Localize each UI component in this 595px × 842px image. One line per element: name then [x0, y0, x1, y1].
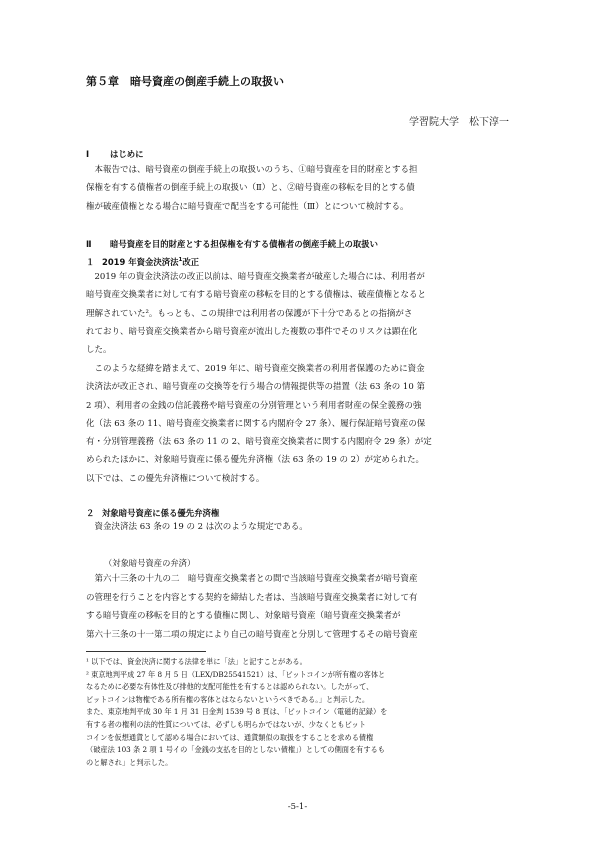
paragraph-line: 資金決済法 63 条の 19 の 2 は次のような規定である。 [86, 522, 308, 532]
subsection-number: ２ [86, 508, 95, 518]
footnote-line: ビットコインは物権である所有権の客体とはならないというべきである。」と判示した。 [86, 694, 370, 704]
paragraph-line: 2 項）、利用者の金銭の信託義務や暗号資産の分別管理という利用者財産の保全義務の強 [86, 400, 422, 411]
footnote-line: コインを仮想通貨として認める場合においては、通貨類似の取扱をすることを求める債権 [86, 732, 374, 742]
subsection-number: １ [86, 257, 95, 267]
quote-line: 第六十三条の十九の二 暗号資産交換業者との間で当該暗号資産交換業者が暗号資産 [86, 574, 418, 584]
body-paragraph-1 [86, 268, 509, 359]
paragraph-line: 権が破産債権となる場合に暗号資産で配当をする可能性（Ⅲ）とについて検討する。 [86, 201, 409, 212]
author-affiliation: 学習院大学 松下淳一 [409, 117, 509, 128]
body-paragraph-3 [86, 518, 509, 536]
footnote-line: ¹ 以下では、資金決済に関する法律を単に「法」と記すことがある。 [86, 657, 307, 666]
quoted-article [86, 570, 509, 644]
footnote-line: ² 東京地判平成 27 年 8 月 5 日（LEX/DB25541521）は、「ビットコインが所有権の客体と [86, 669, 386, 679]
quote-line: 第六十三条の十一第二項の規定により自己の暗号資産と分別して管理するその暗号資産 [86, 629, 418, 640]
paragraph-line: 暗号資産交換業者に対して有する暗号資産の移転を目的とする債権は、破産債権となると [86, 290, 427, 301]
paragraph-line: 本報告では、暗号資産の倒産手続上の取扱いのうち、①暗号資産を目的財産とする担 [86, 165, 418, 175]
section-title: 暗号資産を目的財産とする担保権を有する債権者の倒産手続上の取扱い [110, 239, 378, 249]
section-number: Ⅱ [86, 239, 92, 249]
paragraph-line: 以下では、この優先弁済権について検討する。 [86, 473, 265, 484]
paragraph-line: 保権を有する債権者の倒産手続上の取扱い（Ⅱ）と、②暗号資産の移転を目的とする債 [86, 183, 415, 194]
footnote-line: また、東京地判平成 30 年 1 月 31 日金判 1539 号 8 頁は、「ビットコイン（電磁的記録）を [86, 707, 388, 717]
section-heading-1 [86, 148, 144, 160]
paragraph-line: 2019 年の資金決済法の改正以前は、暗号資産交換業者が破産した場合には、利用者が [86, 272, 425, 282]
section-number: Ⅰ [86, 149, 90, 159]
subsection-title-part: 2019 年資金決済法 [102, 257, 179, 267]
paragraph-line: した。 [86, 345, 112, 356]
paragraph-line: このような経緯を踏まえて、2019 年に、暗号資産交換業者の利用者保護のために資金 [86, 364, 425, 374]
body-paragraph-2 [86, 360, 509, 488]
footnotes [86, 656, 509, 769]
chapter-title: 第５章 暗号資産の倒産手続上の取扱い [86, 75, 284, 88]
footnote-line: 有する者の権利の法的性質については、必ずしも明らかではないが、少なくともビット [86, 719, 366, 729]
quote-line: する暗号資産の移転を目的とする債権に関し、対象暗号資産（暗号資産交換業者が [86, 611, 401, 621]
paragraph-line: 理解されていた²。もっとも、この規律では利用者の保護が下十分であるとの指摘がさ [86, 308, 413, 319]
footnote-line: （破産法 103 条 2 項 1 号イの「金銭の支払を目的としない債権」）としての側面を有するも [86, 745, 385, 755]
subsection-heading-1 [86, 256, 199, 268]
footnote-ref: 1 [178, 257, 183, 264]
intro-paragraph [86, 161, 509, 216]
footnote-line: なるために必要な有体性及び排他的支配可能性を有するとは認められない。したがって、 [86, 682, 374, 692]
quote-line: の管理を行うことを内容とする契約を締結した者は、当該暗号資産交換業者に対して有 [86, 592, 418, 603]
paragraph-line: 有・分別管理義務（法 63 条の 11 の 2、暗号資産交換業者に関する内閣府令 29 条）が定 [86, 437, 432, 448]
quoted-article-heading: （対象暗号資産の弁済） [104, 558, 196, 568]
section-title: はじめに [110, 149, 144, 159]
paragraph-line: められたほかに、対象暗号資産に係る優先弁済権（法 63 条の 19 の 2）が定められた。 [86, 455, 425, 466]
footnote-separator [86, 651, 206, 652]
section-heading-2 [86, 238, 378, 250]
subsection-title-part: 改正 [182, 257, 200, 267]
subsection-title: 対象暗号資産に係る優先弁済権 [102, 508, 220, 518]
paragraph-line: 決済法が改正され、暗号資産の交換等を行う場合の情報提供等の措置（法 63 条の 10 第 [86, 382, 425, 393]
footnote-line: のと解され」と判示した。 [86, 757, 173, 767]
paragraph-line: れており、暗号資産交換業者から暗号資産が流出した複数の事件でそのリスクは顕在化 [86, 326, 418, 337]
paragraph-line: 化（法 63 条の 11、暗号資産交換業者に関する内閣府令 27 条）、履行保証暗号資産の保 [86, 418, 426, 429]
page-number: -5-1- [287, 802, 308, 812]
